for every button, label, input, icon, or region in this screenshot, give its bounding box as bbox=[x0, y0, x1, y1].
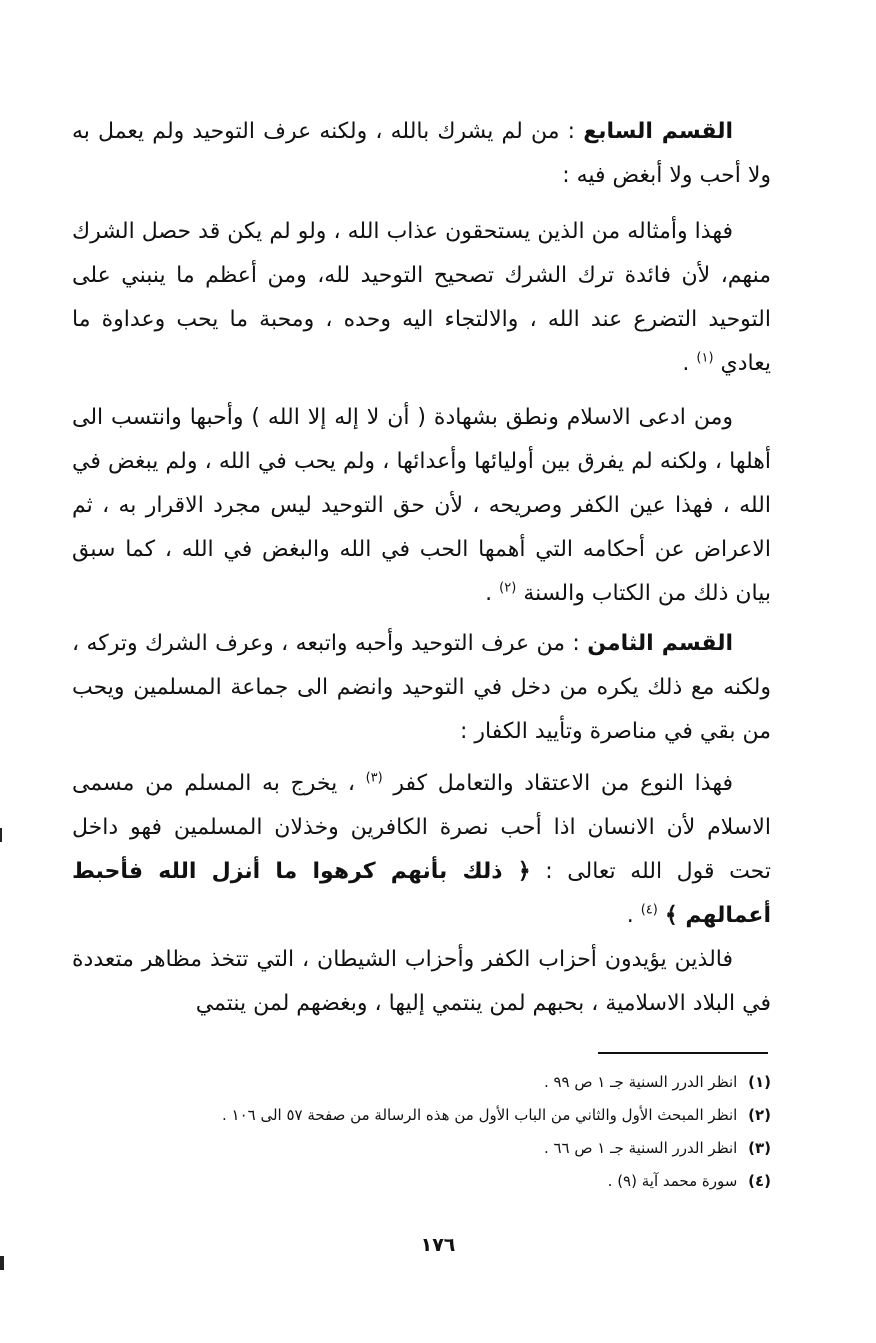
paragraph-6 bbox=[72, 938, 771, 1026]
footnote-item bbox=[60, 1132, 771, 1165]
page-number: ١٧٦ bbox=[420, 1234, 456, 1256]
paragraph-5 bbox=[72, 762, 771, 938]
paragraph-text: فهذا وأمثاله من الذين يستحقون عذاب الله ، ولو لم يكن قد حصل الشرك منهم، لأن فائدة ترك الشرك تصحيح التوحيد لله، ومن أعظم ما ينبني على التوحيد التضرع عند الله ، والالتجاء اليه وحده ، ومحبة ما يحب وعداوة ما يعادي bbox=[72, 219, 771, 376]
footnote-ref: (٣) bbox=[365, 770, 383, 786]
paragraph-3 bbox=[72, 396, 771, 616]
paragraph-4 bbox=[72, 622, 771, 754]
footnote-ref: (١) bbox=[696, 350, 714, 366]
paragraph-text-continued: ، يخرج به المسلم من مسمى الاسلام لأن الانسان اذا أحب نصرة الكافرين وخذلان المسلمين فهو داخل تحت قول الله تعالى : bbox=[72, 771, 771, 884]
paragraph-text: : من عرف التوحيد وأحبه واتبعه ، وعرف الشرك وتركه ، ولكنه مع ذلك يكره من دخل في التوحيد وانضم الى جماعة المسلمين ويحب من بقي في مناصرة وتأييد الكفار : bbox=[72, 631, 771, 744]
paragraph-text: فالذين يؤيدون أحزاب الكفر وأحزاب الشيطان ، التي تتخذ مظاهر متعددة في البلاد الاسلامية ، بحبهم لمن ينتمي إليها ، وبغضهم لمن ينتمي bbox=[72, 947, 771, 1016]
paragraph-1 bbox=[72, 110, 771, 198]
paragraph-end: . bbox=[682, 351, 690, 376]
footnote-item bbox=[60, 1099, 771, 1132]
scan-edge-mark bbox=[0, 1256, 4, 1270]
paragraph-text: فهذا النوع من الاعتقاد والتعامل كفر bbox=[393, 771, 733, 796]
quran-verse: ﴿ ذلك بأنهم كرهوا ما أنزل الله فأحبط أعمالهم ﴾ bbox=[72, 859, 771, 928]
footnote-text: سورة محمد آية (٩) . bbox=[607, 1172, 738, 1190]
paragraph-end: . bbox=[626, 903, 634, 928]
footnote-number: (٣) bbox=[748, 1139, 771, 1157]
footnotes bbox=[60, 1066, 771, 1198]
section-heading: القسم السابع bbox=[583, 119, 734, 144]
footnote-divider bbox=[598, 1052, 768, 1054]
section-heading: القسم الثامن bbox=[587, 631, 733, 656]
footnote-text: انظر المبحث الأول والثاني من الباب الأول من هذه الرسالة من صفحة ٥٧ الى ١٠٦ . bbox=[221, 1106, 738, 1124]
footnote-item bbox=[60, 1165, 771, 1198]
footnote-number: (٤) bbox=[748, 1172, 771, 1190]
footnote-ref: (٢) bbox=[499, 580, 517, 596]
footnote-number: (١) bbox=[748, 1073, 771, 1091]
footnote-ref: (٤) bbox=[640, 902, 658, 918]
paragraph-end: . bbox=[485, 581, 493, 606]
paragraph-2 bbox=[72, 210, 771, 386]
footnote-item bbox=[60, 1066, 771, 1099]
footnote-text: انظر الدرر السنية جـ ١ ص ٩٩ . bbox=[543, 1073, 738, 1091]
paragraph-text: : من لم يشرك بالله ، ولكنه عرف التوحيد ولم يعمل به ولا أحب ولا أبغض فيه : bbox=[72, 119, 771, 188]
paragraph-text: ومن ادعى الاسلام ونطق بشهادة ( أن لا إله إلا الله ) وأحبها وانتسب الى أهلها ، ولكنه لم يفرق بين أوليائها وأعدائها ، ولم يحب في الله ، ولم يبغض في الله ، فهذا عين الكفر وصريحه ، لأن حق التوحيد ليس مجرد الاقرار به ، ثم الاعراض عن أحكامه التي أهمها الحب في الله والبغض في الله ، كما سبق بيان ذلك من الكتاب والسنة bbox=[72, 405, 771, 606]
footnote-number: (٢) bbox=[748, 1106, 771, 1124]
scan-edge-mark bbox=[0, 828, 2, 842]
footnote-text: انظر الدرر السنية جـ ١ ص ٦٦ . bbox=[543, 1139, 738, 1157]
